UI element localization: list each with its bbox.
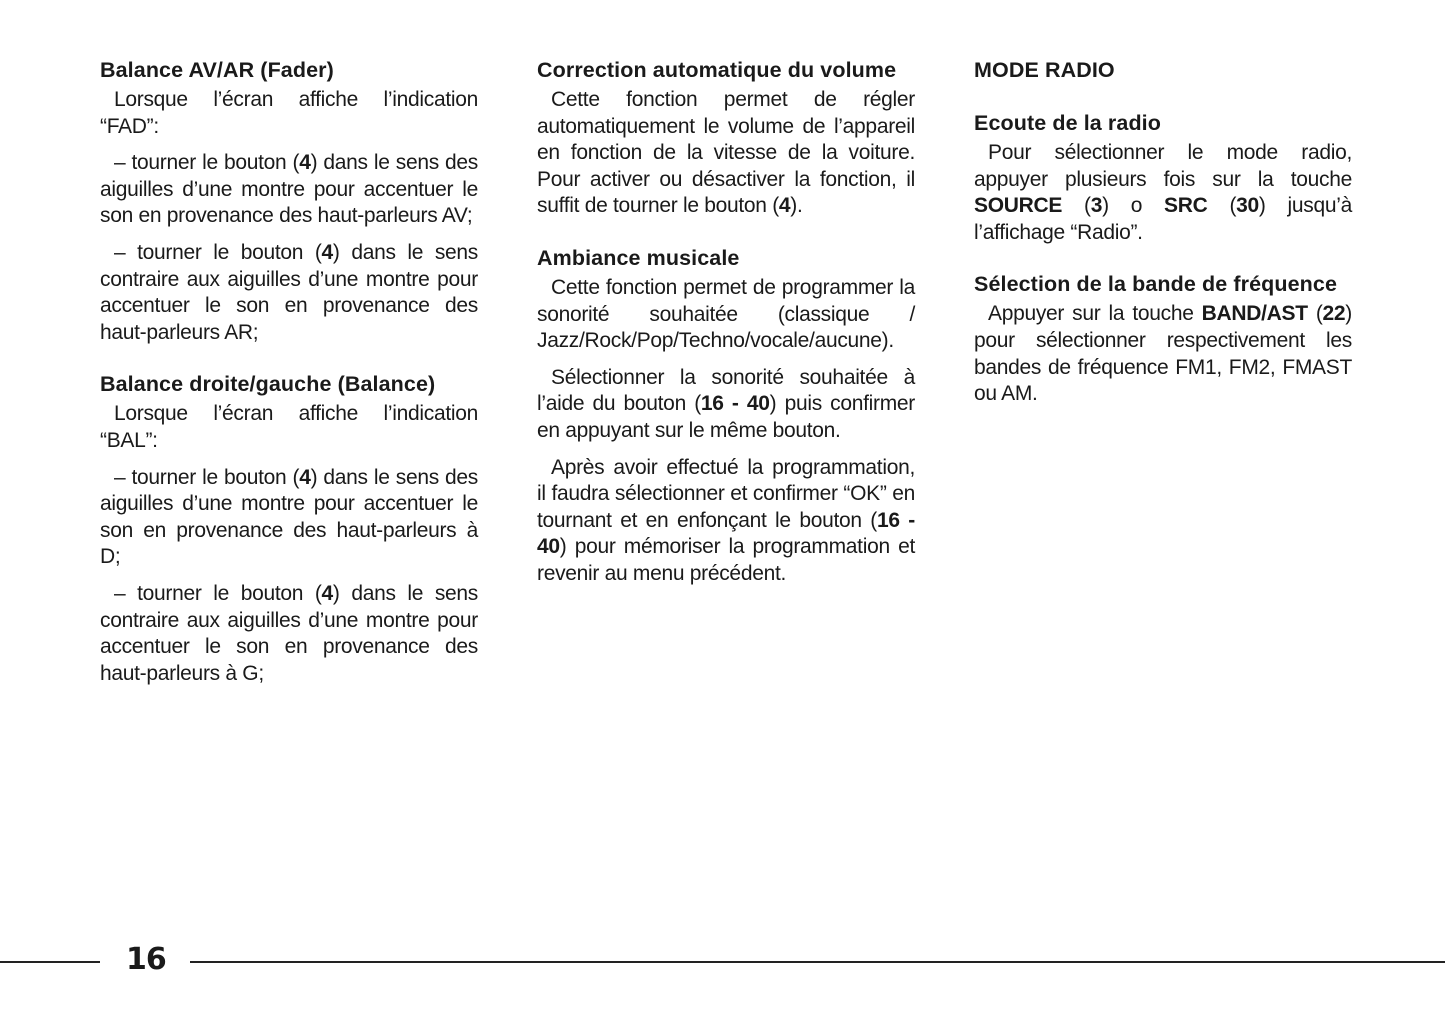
section-heading <box>974 109 1352 138</box>
text-run: ) puis confirmer en appuyant sur le même bouton. <box>537 392 915 442</box>
column-right <box>974 56 1352 418</box>
text-run: Cette fonction permet de programmer la sonorité souhaitée (classique / Jazz/Rock/Pop/Techno/vocale/aucune). <box>537 275 915 353</box>
text-run: Sélection de la bande de fréquence <box>974 272 1338 297</box>
bold-text: 4 <box>299 465 311 489</box>
paragraph <box>537 87 915 220</box>
text-run: ) dans le sens contraire aux aiguilles d’une montre pour accentuer le son en provenance des haut-parleurs à G; <box>100 581 478 685</box>
text-run: Balance droite/gauche (Balance) <box>100 372 436 397</box>
bold-text: 22 <box>1322 302 1346 326</box>
paragraph <box>100 401 478 454</box>
section-heading <box>974 270 1352 299</box>
bold-text: 4 <box>321 240 333 264</box>
paragraph <box>100 581 478 687</box>
text-run: ). <box>790 194 803 218</box>
text-run: ) dans le sens des aiguilles d’une montre pour accentuer le son en provenance des haut-parleurs AV; <box>100 151 478 228</box>
text-run: ) pour sélectionner respectivement les bandes de fréquence FM1, FM2, FMAST ou AM. <box>974 302 1352 406</box>
text-run: ( <box>1307 302 1323 326</box>
text-run: ) pour mémoriser la programmation et revenir au menu précédent. <box>537 535 915 585</box>
bold-text: SOURCE <box>974 194 1063 218</box>
paragraph <box>974 140 1352 246</box>
text-run: Sélectionner la sonorité souhaitée à l’aide du bouton ( <box>537 365 915 416</box>
section-heading <box>100 370 478 399</box>
text-run: – tourner le bouton ( <box>114 151 300 175</box>
text-run: – tourner le bouton ( <box>114 240 322 264</box>
text-run: ) o <box>1102 194 1165 218</box>
text-run: ) dans le sens contraire aux aiguilles d’une montre pour accentuer le son en provenance des haut-parleurs AR; <box>100 240 478 344</box>
bold-text: 3 <box>1090 194 1103 218</box>
paragraph <box>100 240 478 346</box>
text-run: Après avoir effectué la programmation, il faudra sélectionner et confirmer “OK” en tournant et en enfonçant le bouton ( <box>537 455 915 532</box>
bold-text: SRC <box>1164 194 1208 218</box>
column-middle <box>537 56 915 598</box>
text-run: Lorsque l’écran affiche l’indication “FAD”: <box>100 88 478 138</box>
text-run: ( <box>1062 194 1091 218</box>
paragraph <box>537 365 915 445</box>
text-run: Pour sélectionner le mode radio, appuyer plusieurs fois sur la touche <box>974 141 1352 191</box>
text-run: Appuyer sur la touche <box>988 302 1202 326</box>
text-run: Ambiance musicale <box>537 245 740 270</box>
section-heading <box>537 56 915 85</box>
bold-text: 4 <box>778 194 791 218</box>
text-run: Lorsque l’écran affiche l’indication “BAL”: <box>100 402 478 452</box>
section-heading <box>537 244 915 273</box>
text-run: ) dans le sens des aiguilles d’une montre pour accentuer le son en provenance des haut-parleurs à D; <box>100 465 478 569</box>
text-run: MODE RADIO <box>974 58 1115 82</box>
text-run: ( <box>1207 194 1237 218</box>
bold-text: 4 <box>321 581 333 605</box>
text-run: Correction automatique du volume <box>537 58 897 82</box>
text-run: Balance AV/AR (Fader) <box>100 58 334 82</box>
text-run: – tourner le bouton ( <box>114 465 300 489</box>
paragraph <box>537 455 915 588</box>
text-run: Ecoute de la radio <box>974 111 1161 135</box>
paragraph <box>100 150 478 230</box>
bold-text: 16 - 40 <box>700 392 770 416</box>
section-heading <box>974 56 1352 85</box>
paragraph <box>100 87 478 140</box>
bold-text: 16 - 40 <box>537 508 915 559</box>
text-run: – tourner le bouton ( <box>114 581 322 605</box>
footer-rule-left <box>0 961 100 963</box>
section-heading <box>100 56 478 85</box>
page-number: 16 <box>126 942 166 977</box>
bold-text: 4 <box>299 151 311 175</box>
paragraph <box>537 275 915 355</box>
text-run: ) jusqu’à l’affichage “Radio”. <box>974 194 1352 244</box>
bold-text: 30 <box>1236 194 1259 218</box>
paragraph <box>100 465 478 571</box>
column-left <box>100 56 478 697</box>
footer-rule-right <box>190 961 1445 963</box>
bold-text: BAND/AST <box>1201 302 1308 326</box>
paragraph <box>974 301 1352 407</box>
text-run: Cette fonction permet de régler automatiquement le volume de l’appareil en fonction de la vitesse de la voiture. Pour activer ou désactiver la fonction, il suffit de tourner le bouton ( <box>537 88 915 218</box>
